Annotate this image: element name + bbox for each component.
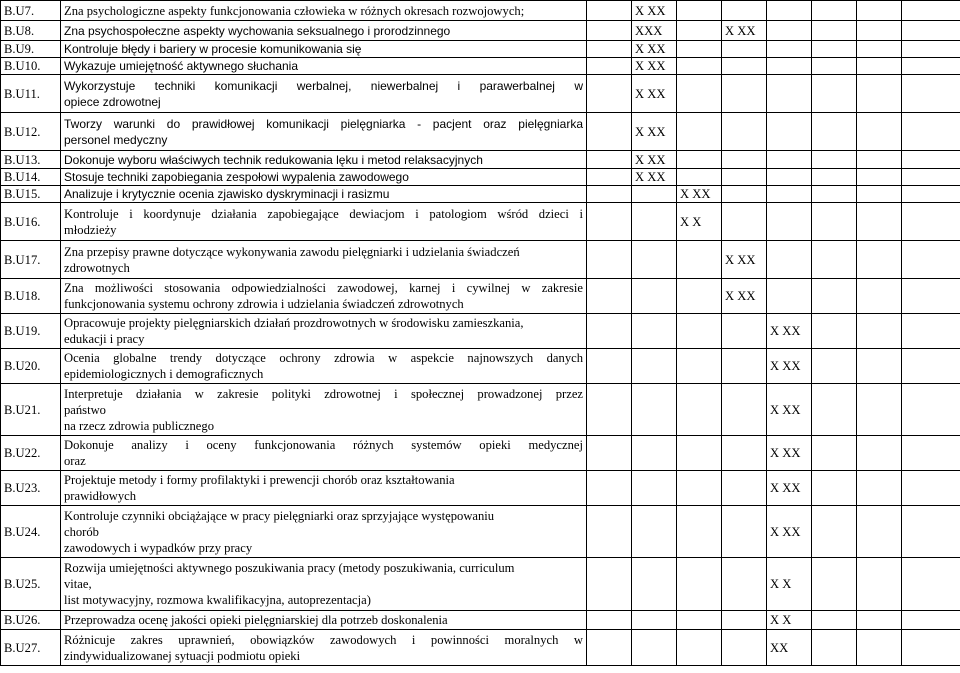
mark-cell: [857, 384, 902, 436]
mark-cell: [677, 41, 722, 58]
description-line: młodzieży: [64, 222, 117, 237]
outcome-description: [61, 113, 587, 151]
mark-cell: [767, 241, 812, 279]
outcome-description: [61, 384, 587, 436]
description-line: Zna psychospołeczne aspekty wychowania seksualnego i prorodzinnego: [64, 23, 451, 38]
mark-cell: [722, 349, 767, 384]
mark-cell: [632, 384, 677, 436]
mark-value: X X: [680, 214, 702, 229]
outcome-code: B.U13.: [1, 151, 61, 169]
table-row: [1, 41, 960, 58]
mark-cell: [587, 436, 632, 471]
mark-cell: [722, 21, 767, 41]
description-line: Stosuje techniki zapobiegania zespołowi wypalenia zawodowego: [64, 170, 409, 184]
mark-cell: [902, 611, 960, 630]
table-row: [1, 611, 960, 630]
mark-cell: [632, 21, 677, 41]
mark-cell: [812, 58, 857, 75]
mark-cell: [767, 169, 812, 186]
mark-cell: [677, 436, 722, 471]
mark-value: X X: [770, 613, 792, 627]
mark-cell: [767, 558, 812, 611]
mark-cell: [857, 41, 902, 58]
mark-value: X X: [770, 577, 792, 591]
mark-value: X XX: [635, 42, 666, 56]
mark-cell: [632, 169, 677, 186]
mark-cell: [902, 241, 960, 279]
mark-cell: [677, 75, 722, 113]
mark-cell: [677, 279, 722, 314]
mark-cell: [632, 471, 677, 506]
mark-cell: [812, 558, 857, 611]
table-row: [1, 436, 960, 471]
table-row: [1, 279, 960, 314]
description-line: Interpretuje działania w zakresie polityki zdrowotnej i społecznej prowadzonej przez: [64, 386, 583, 401]
description-line: Przeprowadza ocenę jakości opieki pielęgniarskiej dla potrzeb doskonalenia: [64, 613, 448, 627]
outcome-description: [61, 349, 587, 384]
mark-cell: [902, 21, 960, 41]
description-line: Ocenia globalne trendy dotyczące ochrony zdrowia w aspekcie najnowszych danych: [64, 351, 583, 365]
mark-cell: [677, 241, 722, 279]
mark-cell: [722, 279, 767, 314]
mark-cell: [767, 203, 812, 241]
table-row: [1, 113, 960, 151]
mark-cell: [722, 314, 767, 349]
description-line: opiece zdrowotnej: [64, 94, 161, 109]
outcome-description: [61, 241, 587, 279]
mark-cell: [677, 314, 722, 349]
mark-cell: [632, 1, 677, 21]
mark-cell: [722, 41, 767, 58]
mark-cell: [857, 203, 902, 241]
mark-cell: [632, 75, 677, 113]
description-line: na rzecz zdrowia publicznego: [64, 418, 214, 433]
mark-cell: [677, 349, 722, 384]
outcome-description: [61, 611, 587, 630]
mark-cell: [902, 58, 960, 75]
outcome-code: B.U12.: [1, 113, 61, 151]
mark-cell: [632, 436, 677, 471]
table-row: [1, 21, 960, 41]
outcome-description: [61, 169, 587, 186]
description-line: zdrowotnych: [64, 260, 130, 275]
outcome-code: B.U26.: [1, 611, 61, 630]
mark-cell: [902, 314, 960, 349]
mark-value: X XX: [635, 86, 666, 101]
mark-cell: [677, 186, 722, 203]
mark-cell: [902, 349, 960, 384]
mark-cell: [857, 436, 902, 471]
table-row: [1, 75, 960, 113]
mark-cell: [632, 349, 677, 384]
mark-cell: [812, 186, 857, 203]
mark-cell: [767, 113, 812, 151]
mark-cell: [587, 279, 632, 314]
table-row: [1, 506, 960, 558]
mark-cell: [812, 41, 857, 58]
mark-cell: [767, 75, 812, 113]
mark-cell: [632, 58, 677, 75]
mark-cell: [767, 58, 812, 75]
mark-cell: [632, 314, 677, 349]
description-line: państwo: [64, 402, 106, 417]
table-row: [1, 1, 960, 21]
mark-cell: [632, 630, 677, 666]
mark-cell: [722, 384, 767, 436]
mark-cell: [902, 436, 960, 471]
mark-cell: [587, 203, 632, 241]
mark-cell: [722, 203, 767, 241]
outcome-code: B.U25.: [1, 558, 61, 611]
mark-cell: [587, 186, 632, 203]
mark-cell: [587, 314, 632, 349]
mark-cell: [587, 506, 632, 558]
mark-cell: [812, 21, 857, 41]
mark-cell: [677, 471, 722, 506]
mark-cell: [812, 241, 857, 279]
outcome-code: B.U14.: [1, 169, 61, 186]
mark-value: X XX: [725, 289, 756, 303]
description-line: Zna możliwości stosowania odpowiedzialności zawodowej, karnej i cywilnej w zakresie: [64, 281, 583, 295]
outcome-code: B.U15.: [1, 186, 61, 203]
mark-cell: [587, 471, 632, 506]
mark-cell: [587, 611, 632, 630]
description-line: list motywacyjny, rozmowa kwalifikacyjna, autoprezentacja): [64, 593, 371, 607]
outcome-description: [61, 203, 587, 241]
outcome-description: [61, 21, 587, 41]
mark-cell: [722, 58, 767, 75]
outcome-description: [61, 75, 587, 113]
mark-cell: [857, 186, 902, 203]
table-row: [1, 471, 960, 506]
mark-cell: [857, 349, 902, 384]
mark-cell: [722, 151, 767, 169]
mark-cell: [812, 349, 857, 384]
outcome-description: [61, 41, 587, 58]
table-row: [1, 58, 960, 75]
mark-cell: [812, 471, 857, 506]
outcome-code: B.U24.: [1, 506, 61, 558]
mark-cell: [812, 203, 857, 241]
mark-cell: [632, 506, 677, 558]
mark-cell: [812, 1, 857, 21]
mark-cell: [857, 151, 902, 169]
description-line: Kontroluje czynniki obciążające w pracy pielęgniarki oraz sprzyjające występowaniu: [64, 508, 495, 523]
mark-cell: [857, 558, 902, 611]
mark-cell: [902, 471, 960, 506]
outcome-description: [61, 314, 587, 349]
mark-cell: [632, 151, 677, 169]
mark-cell: [812, 169, 857, 186]
mark-cell: [632, 113, 677, 151]
mark-cell: [767, 151, 812, 169]
mark-cell: [587, 169, 632, 186]
mark-cell: [632, 279, 677, 314]
mark-cell: [767, 1, 812, 21]
mark-cell: [677, 630, 722, 666]
outcome-description: [61, 506, 587, 558]
description-line: oraz: [64, 454, 86, 468]
description-line: personel medyczny: [64, 132, 168, 147]
mark-cell: [857, 169, 902, 186]
mark-cell: [812, 630, 857, 666]
mark-value: XX: [770, 640, 789, 655]
table-row: [1, 241, 960, 279]
mark-cell: [587, 151, 632, 169]
mark-cell: [587, 349, 632, 384]
table-row: [1, 314, 960, 349]
mark-cell: [722, 1, 767, 21]
mark-cell: [587, 1, 632, 21]
mark-cell: [722, 506, 767, 558]
mark-cell: [902, 630, 960, 666]
mark-cell: [587, 630, 632, 666]
outcome-code: B.U23.: [1, 471, 61, 506]
mark-cell: [722, 169, 767, 186]
description-line: Wykazuje umiejętność aktywnego słuchania: [64, 59, 299, 73]
mark-cell: [902, 203, 960, 241]
outcome-code: B.U22.: [1, 436, 61, 471]
mark-cell: [902, 186, 960, 203]
mark-cell: [812, 611, 857, 630]
mark-cell: [587, 113, 632, 151]
mark-cell: [632, 558, 677, 611]
mark-value: X XX: [770, 402, 801, 417]
outcome-description: [61, 186, 587, 203]
outcome-description: [61, 630, 587, 666]
table-row: [1, 384, 960, 436]
outcome-code: B.U16.: [1, 203, 61, 241]
table-row: [1, 349, 960, 384]
description-line: Dokonuje analizy i oceny funkcjonowania różnych systemów opieki medycznej: [64, 438, 583, 452]
outcome-code: B.U20.: [1, 349, 61, 384]
mark-cell: [857, 113, 902, 151]
mark-cell: [812, 384, 857, 436]
description-line: epidemiologicznych i demograficznych: [64, 367, 264, 381]
description-line: vitae,: [64, 577, 92, 591]
outcome-code: B.U7.: [1, 1, 61, 21]
description-line: prawidłowych: [64, 489, 137, 503]
mark-cell: [857, 58, 902, 75]
mark-cell: [812, 314, 857, 349]
outcome-description: [61, 279, 587, 314]
mark-value: X XX: [770, 481, 801, 495]
mark-value: X XX: [680, 187, 711, 201]
description-line: Tworzy warunki do prawidłowej komunikacji pielęgniarka - pacjent oraz pielęgniarka: [64, 116, 583, 131]
outcome-code: B.U19.: [1, 314, 61, 349]
description-line: Dokonuje wyboru właściwych technik redukowania lęku i metod relaksacyjnych: [64, 152, 483, 167]
mark-cell: [857, 241, 902, 279]
mark-cell: [767, 349, 812, 384]
mark-cell: [812, 436, 857, 471]
table-body: [1, 1, 960, 666]
outcome-code: B.U11.: [1, 75, 61, 113]
outcome-description: [61, 151, 587, 169]
mark-cell: [677, 58, 722, 75]
outcome-code: B.U27.: [1, 630, 61, 666]
mark-cell: [857, 506, 902, 558]
table-row: [1, 186, 960, 203]
mark-cell: [722, 436, 767, 471]
mark-cell: [677, 203, 722, 241]
mark-value: X XX: [725, 23, 756, 38]
mark-cell: [587, 384, 632, 436]
mark-cell: [767, 41, 812, 58]
mark-cell: [632, 611, 677, 630]
mark-cell: [632, 186, 677, 203]
description-line: Analizuje i krytycznie ocenia zjawisko dyskryminacji i rasizmu: [64, 187, 390, 201]
description-line: edukacji i pracy: [64, 332, 145, 346]
mark-value: X XX: [635, 152, 666, 167]
mark-cell: [767, 384, 812, 436]
mark-value: X XX: [770, 359, 801, 373]
outcome-code: B.U10.: [1, 58, 61, 75]
mark-value: X XX: [770, 446, 801, 460]
mark-cell: [767, 506, 812, 558]
mark-cell: [767, 314, 812, 349]
mark-cell: [812, 279, 857, 314]
description-line: zawodowych i wypadków przy pracy: [64, 540, 253, 555]
mark-value: X XX: [635, 59, 666, 73]
mark-cell: [767, 186, 812, 203]
description-line: Wykorzystuje techniki komunikacji werbalnej, niewerbalnej i parawerbalnej w: [64, 78, 583, 93]
mark-cell: [767, 436, 812, 471]
mark-cell: [857, 279, 902, 314]
mark-cell: [767, 279, 812, 314]
mark-value: X XX: [770, 324, 801, 338]
mark-cell: [677, 611, 722, 630]
mark-value: X XX: [770, 524, 801, 539]
mark-cell: [857, 471, 902, 506]
mark-cell: [677, 506, 722, 558]
table-row: [1, 558, 960, 611]
mark-cell: [587, 58, 632, 75]
mark-cell: [902, 75, 960, 113]
mark-cell: [767, 471, 812, 506]
mark-cell: [812, 75, 857, 113]
outcome-code: B.U21.: [1, 384, 61, 436]
mark-cell: [677, 558, 722, 611]
mark-cell: [722, 186, 767, 203]
description-line: Kontroluje błędy i bariery w procesie komunikowania się: [64, 42, 362, 56]
description-line: Kontroluje i koordynuje działania zapobiegające dewiacjom i patologiom wśród dzieci i: [64, 206, 583, 221]
mark-cell: [857, 611, 902, 630]
outcome-description: [61, 1, 587, 21]
mark-cell: [722, 113, 767, 151]
table-row: [1, 151, 960, 169]
mark-value: X XX: [635, 124, 666, 139]
mark-cell: [857, 314, 902, 349]
mark-cell: [722, 471, 767, 506]
mark-cell: [722, 558, 767, 611]
mark-cell: [587, 241, 632, 279]
outcome-code: B.U9.: [1, 41, 61, 58]
mark-value: X XX: [635, 3, 666, 18]
description-line: chorób: [64, 524, 99, 539]
outcome-code: B.U17.: [1, 241, 61, 279]
mark-cell: [587, 41, 632, 58]
mark-cell: [857, 75, 902, 113]
mark-cell: [722, 630, 767, 666]
mark-value: X XX: [725, 252, 756, 267]
description-line: Zna psychologiczne aspekty funkcjonowania człowieka w różnych okresach rozwojowych;: [64, 3, 525, 18]
mark-cell: [767, 21, 812, 41]
outcome-description: [61, 58, 587, 75]
table-row: [1, 169, 960, 186]
mark-cell: [632, 241, 677, 279]
mark-cell: [902, 384, 960, 436]
mark-cell: [902, 169, 960, 186]
description-line: Opracowuje projekty pielęgniarskich działań prozdrowotnych w środowisku zamieszkania,: [64, 316, 524, 330]
mark-cell: [767, 611, 812, 630]
mark-cell: [857, 630, 902, 666]
mark-cell: [587, 21, 632, 41]
mark-cell: [902, 151, 960, 169]
mark-cell: [902, 506, 960, 558]
mark-cell: [767, 630, 812, 666]
mark-value: X XX: [635, 170, 666, 184]
mark-cell: [722, 611, 767, 630]
description-line: Zna przepisy prawne dotyczące wykonywania zawodu pielęgniarki i udzielania świadczeń: [64, 244, 520, 259]
mark-value: XXX: [635, 23, 663, 38]
mark-cell: [902, 558, 960, 611]
table-row: [1, 203, 960, 241]
outcome-description: [61, 471, 587, 506]
mark-cell: [902, 41, 960, 58]
mark-cell: [677, 1, 722, 21]
table-row: [1, 630, 960, 666]
mark-cell: [857, 21, 902, 41]
mark-cell: [812, 506, 857, 558]
mark-cell: [812, 151, 857, 169]
mark-cell: [677, 113, 722, 151]
mark-cell: [812, 113, 857, 151]
outcome-code: B.U8.: [1, 21, 61, 41]
outcome-description: [61, 436, 587, 471]
description-line: Rozwija umiejętności aktywnego poszukiwania pracy (metody poszukiwania, curriculum: [64, 561, 515, 575]
mark-cell: [587, 558, 632, 611]
mark-cell: [677, 21, 722, 41]
mark-cell: [587, 75, 632, 113]
description-line: Różnicuje zakres uprawnień, obowiązków zawodowych i powinności moralnych w: [64, 632, 583, 647]
mark-cell: [677, 384, 722, 436]
outcome-description: [61, 558, 587, 611]
mark-cell: [857, 1, 902, 21]
mark-cell: [902, 279, 960, 314]
mark-cell: [902, 113, 960, 151]
mark-cell: [632, 203, 677, 241]
outcome-code: B.U18.: [1, 279, 61, 314]
description-line: zindywidualizowanej sytuacji podmiotu opieki: [64, 648, 301, 663]
description-line: funkcjonowania systemu ochrony zdrowia i udzielania świadczeń zdrowotnych: [64, 297, 464, 311]
mark-cell: [902, 1, 960, 21]
mark-cell: [677, 169, 722, 186]
mark-cell: [722, 241, 767, 279]
mark-cell: [677, 151, 722, 169]
mark-cell: [632, 41, 677, 58]
mark-cell: [722, 75, 767, 113]
description-line: Projektuje metody i formy profilaktyki i prewencji chorób oraz kształtowania: [64, 473, 455, 487]
